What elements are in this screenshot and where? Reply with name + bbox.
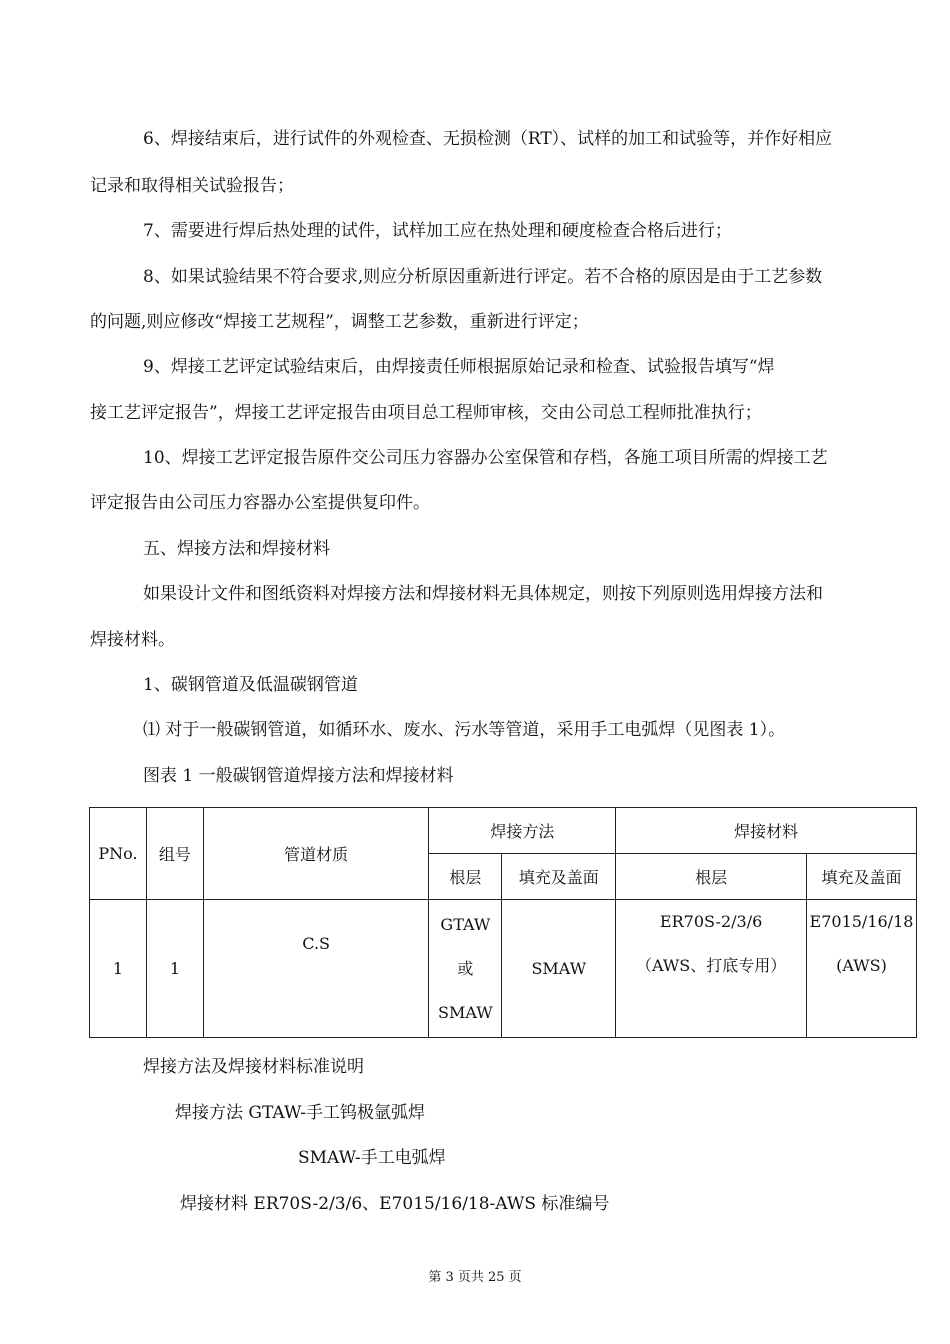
item-1-1: ⑴ 对于一般碳钢管道，如循环水、废水、污水等管道，采用手工电弧焊（见图表 1）。 [143, 720, 786, 740]
cell-root-method-line1: GTAW [440, 914, 491, 934]
cell-fill-material-line2: (AWS) [836, 956, 887, 975]
cell-root-method-line2: 或 SMAW [438, 958, 493, 1022]
notes-gtaw: 焊接方法 GTAW-手工钨极氩弧焊 [175, 1103, 425, 1123]
table-header-row-1 [90, 808, 917, 854]
notes-smaw: SMAW-手工电弧焊 [298, 1148, 446, 1168]
paragraph-10-line1: 10、焊接工艺评定报告原件交公司压力容器办公室保管和存档，各施工项目所需的焊接工艺 [143, 448, 828, 468]
intro-line2: 焊接材料。 [90, 630, 175, 650]
paragraph-10-line2: 评定报告由公司压力容器办公室提供复印件。 [90, 493, 430, 513]
cell-fill-method: SMAW [502, 900, 616, 1038]
section-5-heading: 五、焊接方法和焊接材料 [143, 539, 330, 559]
cell-pno: 1 [90, 900, 147, 1038]
cell-group: 1 [146, 900, 203, 1038]
header-material-fill: 填充及盖面 [806, 854, 916, 900]
header-weld-method: 焊接方法 [429, 808, 616, 854]
intro-line1: 如果设计文件和图纸资料对焊接方法和焊接材料无具体规定，则按下列原则选用焊接方法和 [143, 584, 823, 604]
welding-spec-table [89, 807, 917, 1038]
paragraph-6-line1: 6、焊接结束后，进行试件的外观检查、无损检测（RT）、试样的加工和试验等，并作好相应 [143, 129, 833, 149]
page-footer: 第 3 页共 25 页 [428, 1270, 522, 1285]
header-group: 组号 [146, 808, 203, 900]
cell-root-material [616, 900, 807, 1038]
header-method-fill: 填充及盖面 [502, 854, 616, 900]
header-weld-material: 焊接材料 [616, 808, 917, 854]
notes-materials: 焊接材料 ER70S-2/3/6、E7015/16/18-AWS 标准编号 [180, 1194, 610, 1214]
header-material-root: 根层 [616, 854, 807, 900]
cell-root-method [429, 900, 502, 1038]
paragraph-8-line2: 的问题,则应修改“焊接工艺规程”，调整工艺参数，重新进行评定； [90, 312, 589, 332]
paragraph-7: 7、需要进行焊后热处理的试件，试样加工应在热处理和硬度检查合格后进行； [143, 221, 732, 241]
cell-root-material-line2: （AWS、打底专用） [635, 956, 787, 975]
header-material: 管道材质 [203, 808, 429, 900]
paragraph-9-line2: 接工艺评定报告”，焊接工艺评定报告由项目总工程师审核，交由公司总工程师批准执行； [90, 403, 762, 423]
header-method-root: 根层 [429, 854, 502, 900]
cell-fill-material [806, 900, 916, 1038]
table-row [90, 900, 917, 1038]
paragraph-6-line2: 记录和取得相关试验报告； [90, 176, 294, 196]
cell-root-material-line1: ER70S-2/3/6 [659, 912, 763, 931]
cell-fill-material-line1: E7015/16/18 [809, 912, 914, 931]
paragraph-9-line1: 9、焊接工艺评定试验结束后，由焊接责任师根据原始记录和检查、试验报告填写“焊 [143, 357, 775, 377]
header-pno: PNo. [90, 808, 147, 900]
item-1: 1、碳钢管道及低温碳钢管道 [143, 675, 358, 695]
table-caption: 图表 1 一般碳钢管道焊接方法和焊接材料 [143, 766, 454, 786]
notes-title: 焊接方法及焊接材料标准说明 [143, 1057, 364, 1077]
cell-material: C.S [203, 900, 429, 1038]
paragraph-8-line1: 8、如果试验结果不符合要求,则应分析原因重新进行评定。若不合格的原因是由于工艺参数 [143, 267, 823, 287]
